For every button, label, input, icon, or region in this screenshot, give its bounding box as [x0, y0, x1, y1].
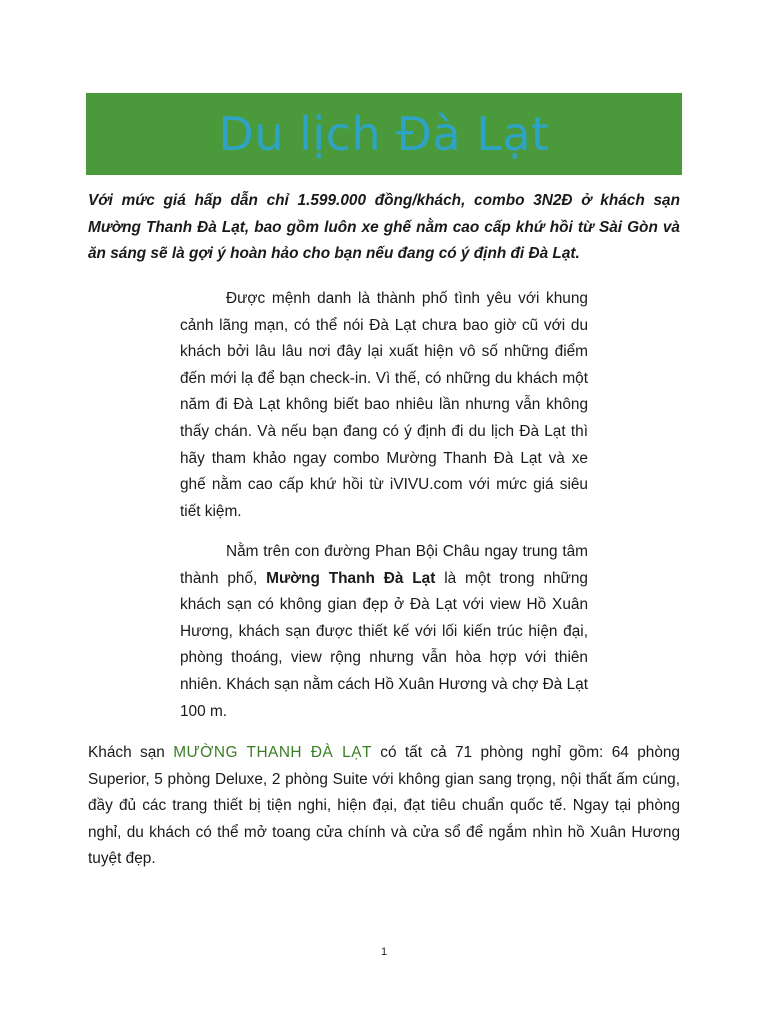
paragraph-hotel-location: [180, 539, 588, 725]
paragraph-hotel-rooms: [88, 740, 680, 873]
paragraph-text: có tất cả 71 phòng nghỉ gồm: 64 phòng Superior, 5 phòng Deluxe, 2 phòng Suite với không gian sang trọng, nội thất ấm cúng, đầy đủ các trang thiết bị tiện nghi, hiện đại, đạt tiêu chuẩn quốc tế. Ngay tại phòng nghỉ, du khách có thể mở toang cửa chính và cửa sổ để ngắm nhìn hồ Xuân Hương tuyệt đẹp.: [88, 744, 680, 868]
paragraph-city-description: Được mệnh danh là thành phố tình yêu với khung cảnh lãng mạn, có thể nói Đà Lạt chưa bao giờ cũ với du khách bởi lâu lâu nơi đây lại xuất hiện vô số những điểm đến mới lạ để bạn check-in. Vì thế, có những du khách một năm đi Đà Lạt không biết bao nhiêu lần nhưng vẫn không thấy chán. Và nếu bạn đang có ý định đi du lịch Đà Lạt thì hãy tham khảo ngay combo Mường Thanh Đà Lạt và xe ghế nằm cao cấp khứ hồi từ iVIVU.com với mức giá siêu tiết kiệm.: [180, 290, 588, 520]
paragraph-text: Nằm trên con đường Phan Bội Châu ngay trung tâm thành phố,: [180, 543, 588, 587]
title-banner: [86, 93, 682, 175]
intro-paragraph: Với mức giá hấp dẫn chỉ 1.599.000 đồng/khách, combo 3N2Đ ở khách sạn Mường Thanh Đà Lạt, bao gồm luôn xe ghế nằm cao cấp khứ hồi từ Sài Gòn và ăn sáng sẽ là gợi ý hoàn hảo cho bạn nếu đang có ý định đi Đà Lạt.: [88, 192, 680, 262]
paragraph-text: Khách sạn: [88, 744, 174, 761]
page-title: Du lịch Đà Lạt: [218, 107, 550, 161]
hotel-name-bold: Mường Thanh Đà Lạt: [266, 569, 436, 587]
hotel-name-highlight: MƯỜNG THANH ĐÀ LẠT: [173, 744, 372, 761]
paragraph-text: là một trong những khách sạn có không gian đẹp ở Đà Lạt với view Hồ Xuân Hương, khách sạn được thiết kế với lối kiến trúc hiện đại, phòng thoáng, view rộng nhưng vẫn hòa hợp với thiên nhiên. Khách sạn nằm cách Hồ Xuân Hương và chợ Đà Lạt 100 m.: [180, 569, 588, 720]
page-number: 1: [380, 946, 388, 958]
